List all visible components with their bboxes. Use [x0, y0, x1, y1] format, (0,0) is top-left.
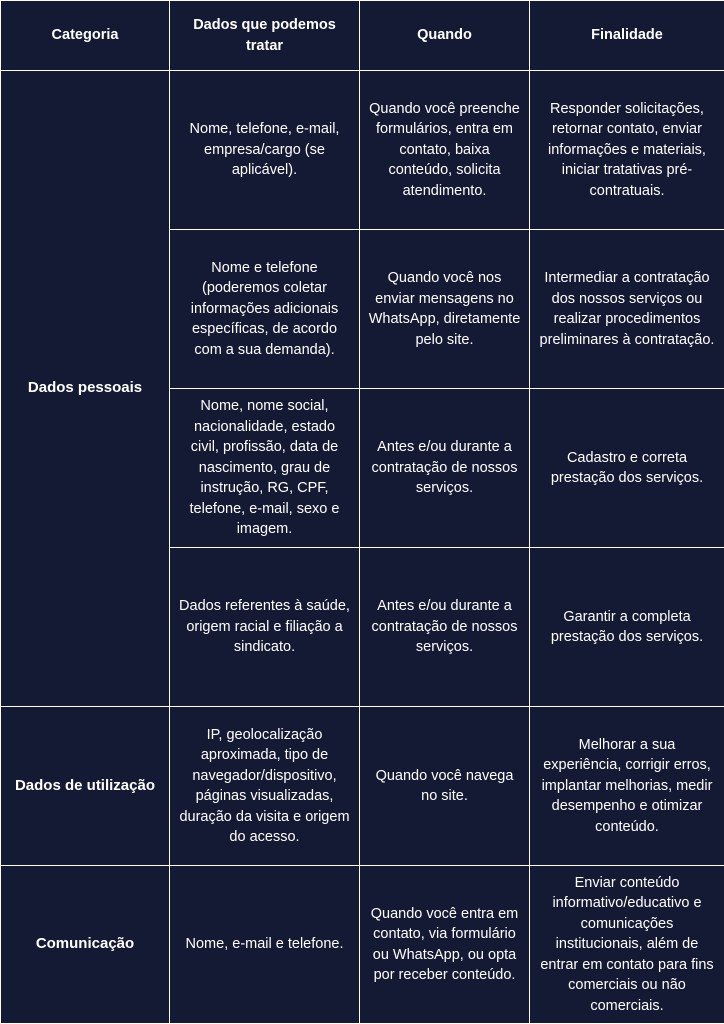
data-cell: Nome e telefone (poderemos coletar informações adicionais específicas, de acordo com a sua demanda).: [170, 230, 360, 389]
table-row: [1, 707, 724, 866]
header-category: Categoria: [1, 1, 170, 71]
data-cell: Nome, nome social, nacionalidade, estado civil, profissão, data de nascimento, grau de instrução, RG, CPF, telefone, e-mail, sexo e imagem.: [170, 389, 360, 548]
when-cell: Quando você preenche formulários, entra em contato, baixa conteúdo, solicita atendimento.: [360, 71, 530, 230]
when-cell: Quando você navega no site.: [360, 707, 530, 866]
when-cell: Antes e/ou durante a contratação de nossos serviços.: [360, 548, 530, 707]
header-when: Quando: [360, 1, 530, 71]
when-cell: Quando você entra em contato, via formulário ou WhatsApp, ou opta por receber conteúdo.: [360, 866, 530, 1024]
when-cell: Antes e/ou durante a contratação de nossos serviços.: [360, 389, 530, 548]
table-row: [1, 71, 724, 230]
table-row: [1, 866, 724, 1024]
data-cell: IP, geolocalização aproximada, tipo de navegador/dispositivo, páginas visualizadas, duração da visita e origem do acesso.: [170, 707, 360, 866]
purpose-cell: Enviar conteúdo informativo/educativo e comunicações institucionais, além de entrar em contato para fins comerciais ou não comerciais.: [530, 866, 724, 1024]
purpose-cell: Responder solicitações, retornar contato, enviar informações e materiais, iniciar tratativas pré-contratuais.: [530, 71, 724, 230]
category-cell: Dados pessoais: [1, 71, 170, 707]
category-cell: Dados de utilização: [1, 707, 170, 866]
header-purpose: Finalidade: [530, 1, 724, 71]
purpose-cell: Intermediar a contratação dos nossos serviços ou realizar procedimentos preliminares à contratação.: [530, 230, 724, 389]
purpose-cell: Garantir a completa prestação dos serviços.: [530, 548, 724, 707]
purpose-cell: Cadastro e correta prestação dos serviços.: [530, 389, 724, 548]
header-data: Dados que podemos tratar: [170, 1, 360, 71]
data-cell: Dados referentes à saúde, origem racial e filiação a sindicato.: [170, 548, 360, 707]
table-header-row: [1, 1, 724, 71]
when-cell: Quando você nos enviar mensagens no WhatsApp, diretamente pelo site.: [360, 230, 530, 389]
purpose-cell: Melhorar a sua experiência, corrigir erros, implantar melhorias, medir desempenho e otimizar conteúdo.: [530, 707, 724, 866]
data-cell: Nome, e-mail e telefone.: [170, 866, 360, 1024]
data-cell: Nome, telefone, e-mail, empresa/cargo (se aplicável).: [170, 71, 360, 230]
category-cell: Comunicação: [1, 866, 170, 1024]
